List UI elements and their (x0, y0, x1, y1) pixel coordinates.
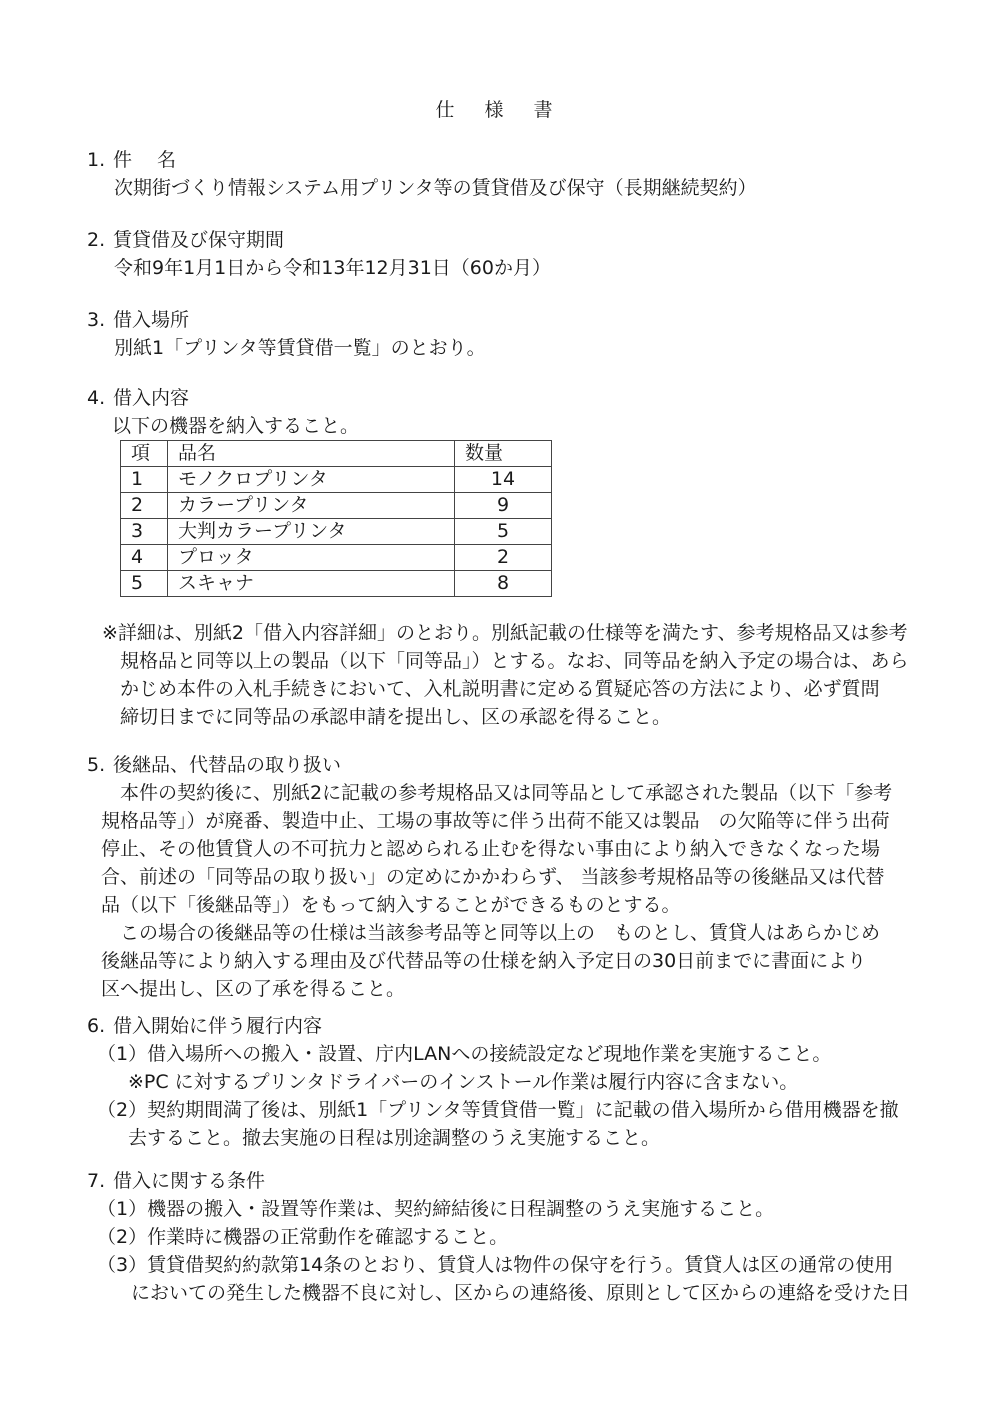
paragraph-line: 品（以下「後継品等」）をもって納入することができるものとする。 (101, 894, 681, 916)
section-heading (87, 384, 927, 412)
section-number: 3. (87, 309, 106, 331)
row-number: 2 (121, 493, 168, 519)
section-6 (87, 1012, 927, 1152)
product-name: プロッタ (168, 545, 455, 571)
section-heading (87, 306, 927, 334)
list-item: （1）機器の搬入・設置等作業は、契約締結後に日程調整のうえ実施すること。 (97, 1198, 775, 1220)
quantity: 8 (455, 571, 552, 597)
paragraph-line: 本件の契約後に、別紙2に記載の参考規格品又は同等品として承認された製品（以下「参考 (101, 782, 893, 804)
row-number: 1 (121, 467, 168, 493)
section-number: 4. (87, 387, 106, 409)
section-title: 借入場所 (113, 309, 190, 331)
section-title: 後継品、代替品の取り扱い (113, 754, 342, 776)
section-4-note (87, 619, 927, 731)
column-header-quantity: 数量 (455, 441, 552, 467)
section-heading (87, 226, 927, 254)
section-title: 件 名 (113, 149, 177, 171)
quantity: 5 (455, 519, 552, 545)
table-row (121, 545, 552, 571)
equipment-table (120, 440, 552, 597)
product-name: スキャナ (168, 571, 455, 597)
section-heading (87, 146, 927, 174)
table-row (121, 571, 552, 597)
table-row (121, 467, 552, 493)
paragraph-line: この場合の後継品等の仕様は当該参考品等と同等以上の ものとし、賃貸人はあらかじめ (101, 922, 881, 944)
section-4 (87, 384, 927, 440)
row-number: 5 (121, 571, 168, 597)
list-item-continuation: 去すること。撤去実施の日程は別途調整のうえ実施すること。 (109, 1127, 661, 1149)
product-name: モノクロプリンタ (168, 467, 455, 493)
page-title: 仕 様 書 (435, 99, 565, 121)
section-number: 6. (87, 1015, 106, 1037)
list-item: （2）作業時に機器の正常動作を確認すること。 (97, 1226, 509, 1248)
section-heading (87, 1012, 927, 1040)
section-title: 賃貸借及び保守期間 (113, 229, 285, 251)
section-text: 令和9年1月1日から令和13年12月31日（60か月） (114, 257, 551, 279)
section-5 (87, 751, 927, 1003)
section-title: 借入開始に伴う履行内容 (113, 1015, 323, 1037)
note-line: 規格品と同等以上の製品（以下「同等品」）とする。なお、同等品を納入予定の場合は、あら (120, 650, 909, 672)
section-number: 5. (87, 754, 106, 776)
quantity: 14 (455, 467, 552, 493)
section-text: 次期街づくり情報システム用プリンタ等の賃貸借及び保守（長期継続契約） (114, 177, 757, 199)
section-heading (87, 1167, 927, 1195)
paragraph-line: 区へ提出し、区の了承を得ること。 (101, 978, 406, 1000)
column-header-item: 項 (121, 441, 168, 467)
list-item-continuation: においての発生した機器不良に対し、区からの連絡後、原則として区からの連絡を受けた日 (131, 1282, 911, 1304)
section-title: 借入内容 (113, 387, 190, 409)
section-2 (87, 226, 927, 282)
section-title: 借入に関する条件 (113, 1170, 266, 1192)
paragraph-line: 後継品等により納入する理由及び代替品等の仕様を納入予定日の30日前までに書面により (101, 950, 867, 972)
section-7 (87, 1167, 927, 1307)
section-heading (87, 751, 927, 779)
section-text: 以下の機器を納入すること。 (112, 415, 360, 437)
paragraph-line: 停止、その他賃貸人の不可抗力と認められる止むを得ない事由により納入できなくなった場 (101, 838, 881, 860)
list-item-note: ※PC に対するプリンタドライバーのインストール作業は履行内容に含まない。 (109, 1071, 799, 1093)
quantity: 9 (455, 493, 552, 519)
list-item: （2）契約期間満了後は、別紙1「プリンタ等賃貸借一覧」に記載の借入場所から借用機器を撤 (97, 1099, 899, 1121)
section-number: 2. (87, 229, 106, 251)
row-number: 4 (121, 545, 168, 571)
product-name: カラープリンタ (168, 493, 455, 519)
paragraph-line: 規格品等」）が廃番、製造中止、工場の事故等に伴う出荷不能又は製品 の欠陥等に伴う出荷 (101, 810, 890, 832)
section-number: 7. (87, 1170, 106, 1192)
section-text: 別紙1「プリンタ等賃貸借一覧」のとおり。 (114, 337, 486, 359)
section-1 (87, 146, 927, 202)
list-item: （1）借入場所への搬入・設置、庁内LANへの接続設定など現地作業を実施すること。 (97, 1043, 832, 1065)
note-line: 締切日までに同等品の承認申請を提出し、区の承認を得ること。 (120, 706, 672, 728)
list-item: （3）賃貸借契約約款第14条のとおり、賃貸人は物件の保守を行う。賃貸人は区の通常の使用 (97, 1254, 894, 1276)
section-body (87, 779, 927, 1003)
row-number: 3 (121, 519, 168, 545)
table-row (121, 519, 552, 545)
product-name: 大判カラープリンタ (168, 519, 455, 545)
section-number: 1. (87, 149, 106, 171)
section-body (87, 1040, 927, 1152)
table-header-row (121, 441, 552, 467)
table-row (121, 493, 552, 519)
column-header-name: 品名 (168, 441, 455, 467)
quantity: 2 (455, 545, 552, 571)
note-line: ※詳細は、別紙2「借入内容詳細」のとおり。別紙記載の仕様等を満たす、参考規格品又は参考 (102, 622, 908, 644)
note-line: かじめ本件の入札手続きにおいて、入札説明書に定める質疑応答の方法により、必ず質問 (120, 678, 880, 700)
paragraph-line: 合、前述の「同等品の取り扱い」の定めにかかわらず、 当該参考規格品等の後継品又は代替 (101, 866, 885, 888)
section-body (87, 1195, 927, 1307)
section-3 (87, 306, 927, 362)
note-block (87, 619, 927, 731)
